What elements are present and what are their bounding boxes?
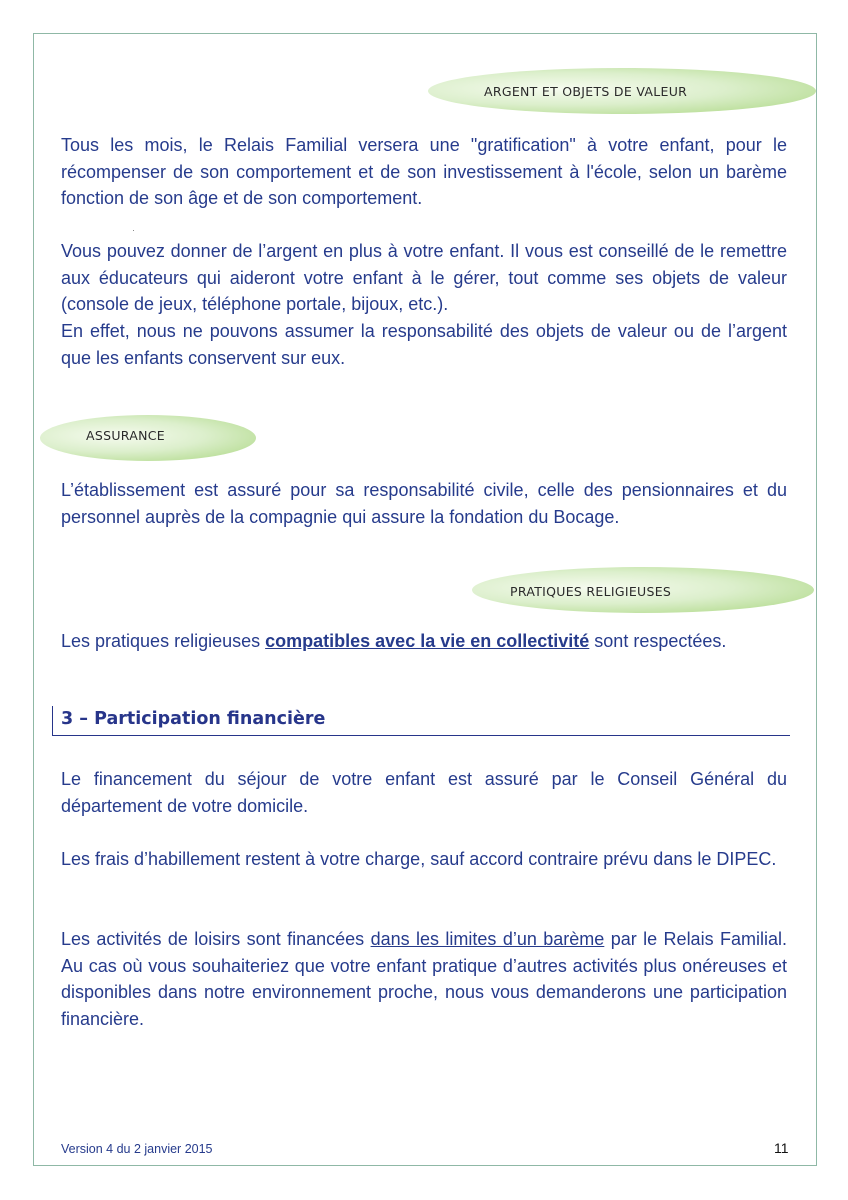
stray-mark xyxy=(133,230,134,231)
religion-text-after: sont respectées. xyxy=(589,631,727,651)
loisirs-text-underlined: dans les limites d’un barème xyxy=(370,929,605,949)
paragraph-habillement: Les frais d’habillement restent à votre charge, sauf accord contraire prévu dans le DIPEC. xyxy=(61,849,777,869)
page-number: 11 xyxy=(774,1140,789,1156)
religion-text-before: Les pratiques religieuses xyxy=(61,631,266,651)
footer-version: Version 4 du 2 janvier 2015 xyxy=(61,1142,213,1156)
section-underline xyxy=(52,735,790,736)
heading-assurance: ASSURANCE xyxy=(86,428,165,443)
paragraph-loisirs xyxy=(61,926,787,1032)
loisirs-text-before: Les activités de loisirs sont financées xyxy=(61,929,371,949)
paragraph-argent-en-plus: Vous pouvez donner de l’argent en plus à votre enfant. Il vous est conseillé de le remettre aux éducateurs qui aideront votre enfant à le gérer, tout comme ses objets de valeur (console de jeux, téléphone portale, bijoux, etc.). xyxy=(61,241,787,314)
religion-text-emphasis: compatibles avec la vie en collectivité xyxy=(265,631,590,651)
heading-religion: PRATIQUES RELIGIEUSES xyxy=(510,584,672,599)
paragraph-gratification: Tous les mois, le Relais Familial versera une "gratification" à votre enfant, pour le récompenser de son comportement et de son investissement à l'école, selon un barème fonction de son âge et de son comportement. xyxy=(61,135,787,208)
section-left-bar xyxy=(52,706,53,736)
paragraph-financement: Le financement du séjour de votre enfant est assuré par le Conseil Général du département de votre domicile. xyxy=(61,769,787,816)
heading-argent: ARGENT ET OBJETS DE VALEUR xyxy=(484,84,688,99)
section-title-participation: 3 – Participation financière xyxy=(61,709,326,729)
paragraph-assurance: L’établissement est assuré pour sa responsabilité civile, celle des pensionnaires et du personnel auprès de la compagnie qui assure la fondation du Bocage. xyxy=(61,480,787,527)
paragraph-responsabilite: En effet, nous ne pouvons assumer la responsabilité des objets de valeur ou de l’argent que les enfants conservent sur eux. xyxy=(61,321,787,368)
loisirs-text-after: par le Relais Familial. Au cas où vous souhaiteriez que votre enfant pratique d’autres activités plus onéreuses et disponibles dans notre environnement proche, nous vous demanderons une participation financière. xyxy=(61,929,787,1029)
paragraph-religion xyxy=(61,628,787,655)
